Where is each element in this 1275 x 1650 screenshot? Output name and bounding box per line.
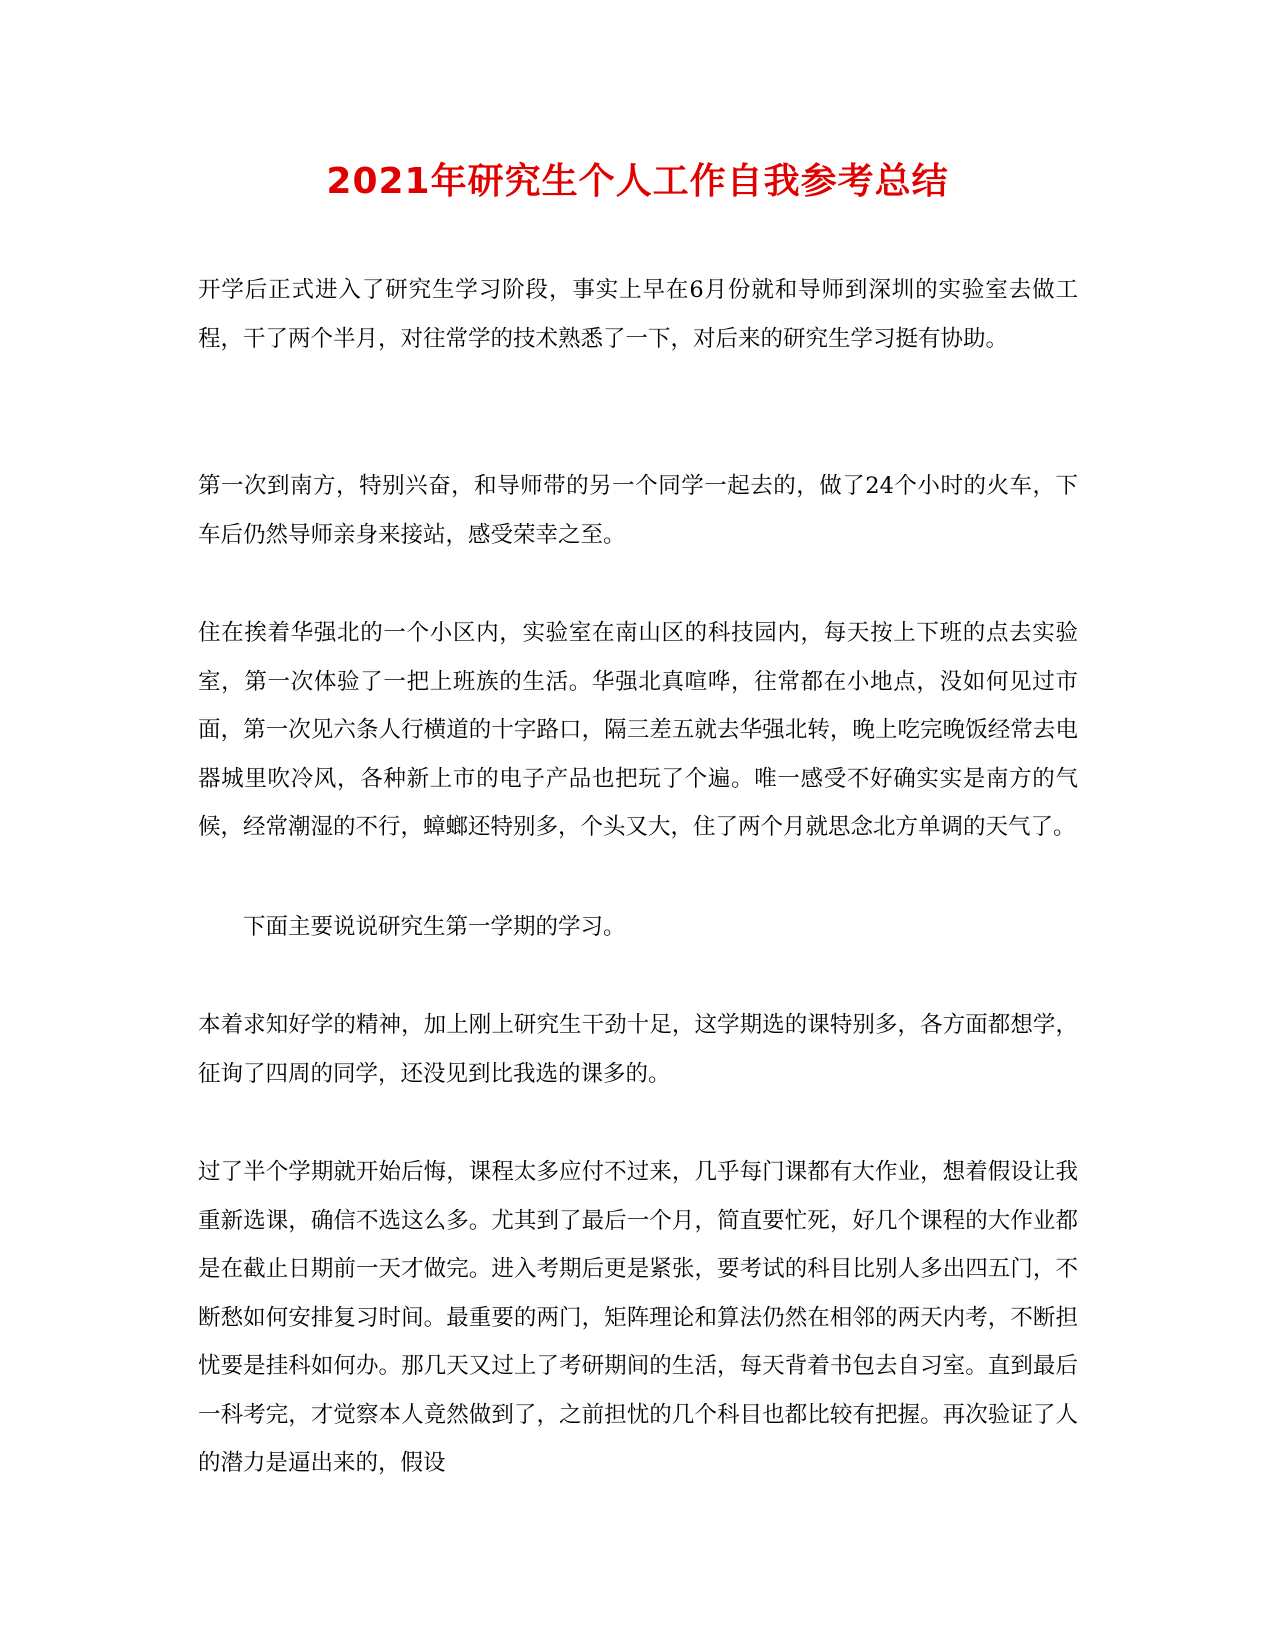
paragraph-course-selection: 本着求知好学的精神，加上刚上研究生干劲十足，这学期选的课特别多，各方面都想学，征询了四周的同学，还没见到比我选的课多的。	[198, 1012, 1078, 1087]
paragraph-shenzhen-life: 住在挨着华强北的一个小区内，实验室在南山区的科技园内，每天按上下班的点去实验室，第一次体验了一把上班族的生活。华强北真喧哗，往常都在小地点，没如何见过市面，第一次见六条人行横道的十字路口，隔三差五就去华强北转，晚上吃完晚饭经常去电器城里吹冷风，各种新上市的电子产品也把玩了个遍。唯一感受不好确实实是南方的气候，经常潮湿的不行，蟑螂还特别多，个头又大，住了两个月就思念北方单调的天气了。	[198, 620, 1078, 840]
document-title: 2021年研究生个人工作自我参考总结	[326, 161, 949, 202]
paragraph-first-trip: 第一次到南方，特别兴奋，和导师带的另一个同学一起去的，做了24个小时的火车，下车后仍然导师亲身来接站，感受荣幸之至。	[198, 473, 1078, 548]
paragraph-semester-review: 过了半个学期就开始后悔，课程太多应付不过来，几乎每门课都有大作业，想着假设让我重新选课，确信不选这么多。尤其到了最后一个月，简直要忙死，好几个课程的大作业都是在截止日期前一天才做完。进入考期后更是紧张，要考试的科目比别人多出四五门，不断愁如何安排复习时间。最重要的两门，矩阵理论和算法仍然在相邻的两天内考，不断担忧要是挂科如何办。那几天又过上了考研期间的生活，每天背着书包去自习室。直到最后一科考完，才觉察本人竟然做到了，之前担忧的几个科目也都比较有把握。再次验证了人的潜力是逼出来的，假设	[198, 1159, 1078, 1476]
paragraph-intro: 开学后正式进入了研究生学习阶段，事实上早在6月份就和导师到深圳的实验室去做工程，干了两个半月，对往常学的技术熟悉了一下，对后来的研究生学习挺有协助。	[198, 277, 1078, 352]
paragraph-transition: 下面主要说说研究生第一学期的学习。	[243, 914, 626, 940]
